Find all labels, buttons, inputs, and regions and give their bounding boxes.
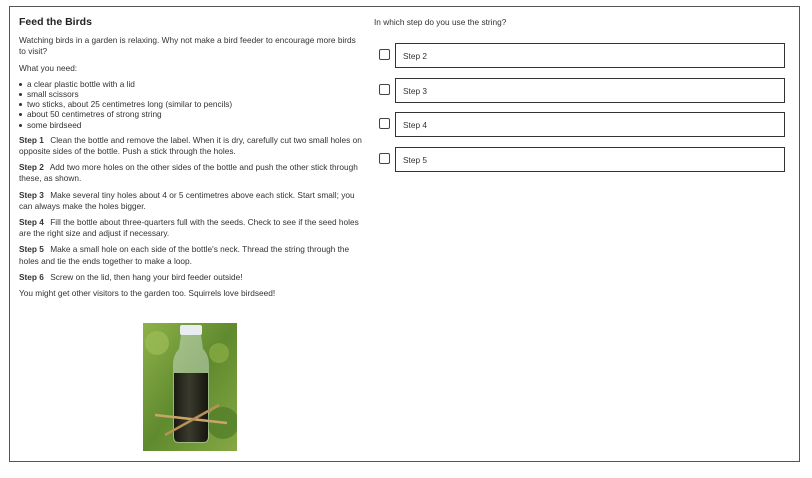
step-text: Make several tiny holes about 4 or 5 centimetres above each stick. Start small; you can always make the holes bigger. <box>19 189 355 211</box>
answer-option-label: Step 5 <box>403 154 427 165</box>
needs-item: some birdseed <box>19 120 364 130</box>
checkbox-icon[interactable] <box>379 118 390 129</box>
needs-heading: What you need: <box>19 62 78 73</box>
page-frame <box>9 6 800 462</box>
answer-option-box[interactable] <box>395 112 785 137</box>
answer-option-box[interactable] <box>395 147 785 172</box>
answer-option-label: Step 3 <box>403 85 427 96</box>
passage-intro: Watching birds in a garden is relaxing. Why not make a bird feeder to encourage more birds to visit? <box>19 35 356 57</box>
step-6 <box>19 272 364 283</box>
answer-option-label: Step 2 <box>403 51 427 61</box>
bird-feeder-photo <box>143 323 237 451</box>
checkbox-icon[interactable] <box>379 49 390 60</box>
answer-option-box[interactable] <box>395 78 785 103</box>
answer-option[interactable] <box>374 43 794 70</box>
needs-list <box>19 79 364 130</box>
step-2 <box>19 162 364 184</box>
checkbox-icon[interactable] <box>379 84 390 95</box>
needs-item: a clear plastic bottle with a lid <box>19 79 364 89</box>
step-text: Clean the bottle and remove the label. When it is dry, carefully cut two small holes on opposite sides of the bottle. Push a stick through the holes. <box>19 134 362 157</box>
step-label: Step 4 <box>19 217 44 228</box>
step-3 <box>19 190 364 212</box>
needs-item: about 50 centimetres of strong string <box>19 109 364 119</box>
question-prompt: In which step do you use the string? <box>374 17 507 27</box>
passage-panel <box>19 17 364 304</box>
answer-option-label: Step 4 <box>403 120 427 130</box>
needs-item: two sticks, about 25 centimetres long (similar to pencils) <box>19 99 364 109</box>
step-text: Screw on the lid, then hang your bird feeder outside! <box>50 271 243 282</box>
answer-option[interactable] <box>374 78 794 105</box>
passage-title: Feed the Birds <box>19 16 92 28</box>
step-label: Step 5 <box>19 244 44 255</box>
bottle-cap <box>180 325 202 335</box>
bottle-seeds <box>174 373 208 442</box>
step-label: Step 1 <box>19 134 44 145</box>
step-1 <box>19 135 364 157</box>
answer-option[interactable] <box>374 112 794 139</box>
step-label: Step 3 <box>19 189 44 200</box>
step-text: Make a small hole on each side of the bottle's neck. Thread the string through the holes and tie the ends together to make a loop. <box>19 244 350 266</box>
bird-feeder-illustration <box>143 323 237 451</box>
step-5 <box>19 244 364 266</box>
step-label: Step 2 <box>19 162 44 173</box>
question-panel <box>374 17 794 181</box>
step-label: Step 6 <box>19 271 44 282</box>
step-text: Add two more holes on the other sides of the bottle and push the other stick through these, as shown. <box>19 162 358 184</box>
passage-closing: You might get other visitors to the garden too. Squirrels love birdseed! <box>19 288 276 299</box>
answer-option-box[interactable] <box>395 43 785 68</box>
step-text: Fill the bottle about three-quarters full with the seeds. Check to see if the seed holes are the right size and adjust if necessary. <box>19 217 359 239</box>
answer-option[interactable] <box>374 147 794 174</box>
checkbox-icon[interactable] <box>379 153 390 164</box>
step-4 <box>19 217 364 239</box>
needs-item: small scissors <box>19 89 364 99</box>
